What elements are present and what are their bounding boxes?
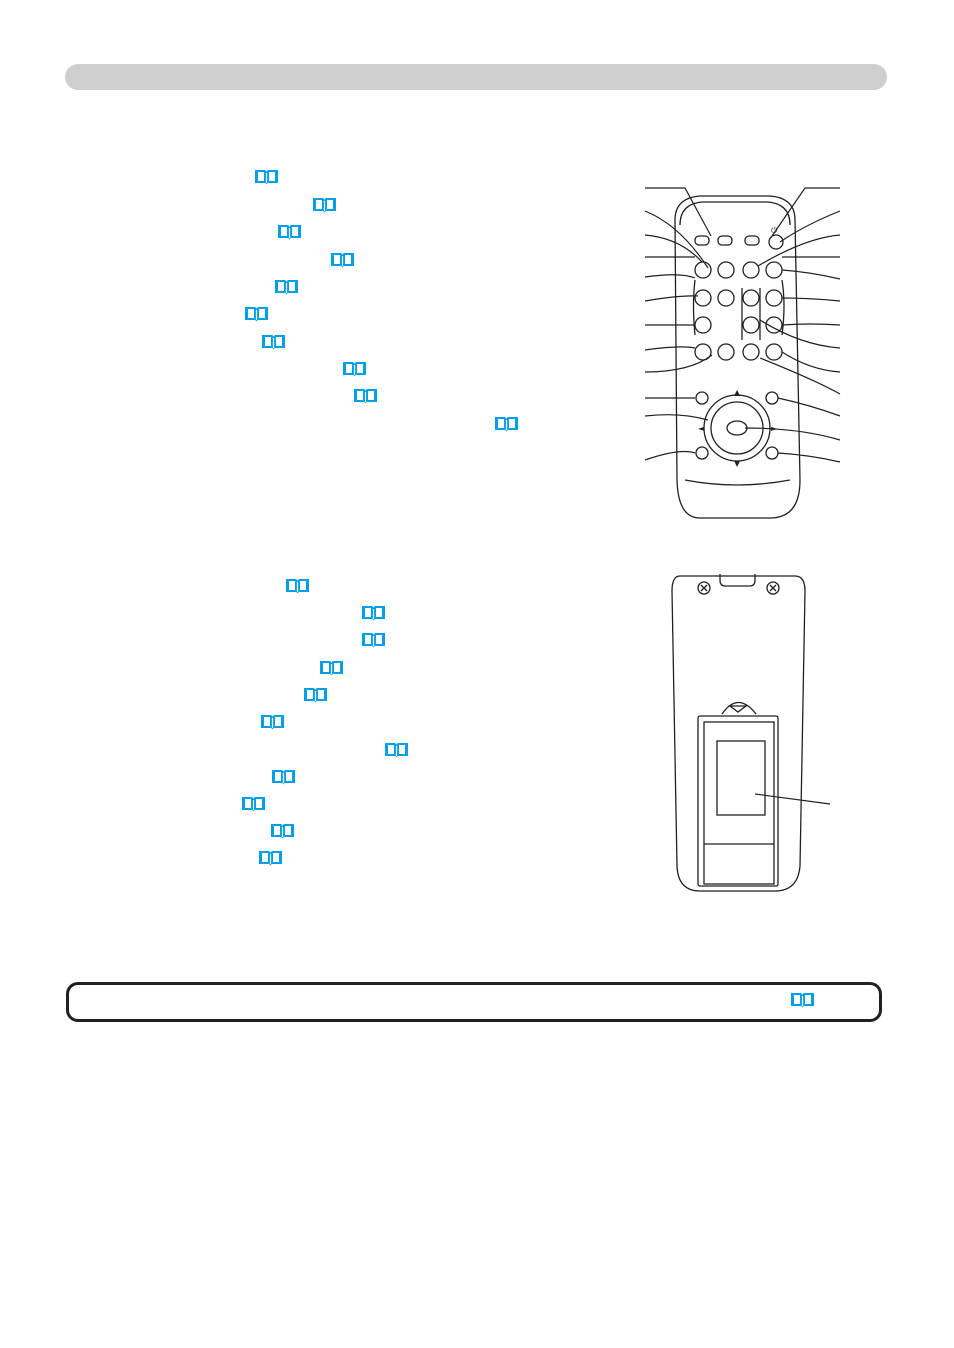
book-reference-icon [789, 990, 816, 1009]
up-arrow-icon: ▲ [734, 388, 741, 397]
back-callout [755, 794, 830, 804]
section-title-bar [65, 64, 887, 90]
book-reference-icon [284, 576, 311, 595]
book-reference-icon [240, 794, 267, 813]
book-reference-icon [383, 740, 410, 759]
note-box [66, 982, 882, 1022]
remote-back-diagram [660, 566, 840, 896]
battery-label [717, 741, 765, 815]
book-reference-icon [257, 848, 284, 867]
down-arrow-icon: ▼ [734, 459, 741, 468]
book-reference-icon [273, 277, 300, 296]
book-reference-icon [259, 712, 286, 731]
remote-button [695, 236, 709, 245]
book-reference-icon [269, 821, 296, 840]
power-symbol: ⏻ [771, 226, 778, 235]
book-reference-icon [311, 195, 338, 214]
book-reference-icon [352, 386, 379, 405]
book-reference-icon [260, 332, 287, 351]
book-reference-icon [253, 167, 280, 186]
book-reference-icon [341, 359, 368, 378]
right-arrow-icon: ► [771, 424, 778, 433]
left-callouts [645, 188, 712, 460]
book-reference-icon [243, 304, 270, 323]
remote-button [718, 236, 732, 245]
book-reference-icon [318, 658, 345, 677]
battery-latch [722, 703, 756, 715]
book-reference-icon [302, 685, 329, 704]
remote-front-diagram [640, 180, 845, 525]
book-reference-icon [360, 603, 387, 622]
left-arrow-icon: ◄ [698, 424, 705, 433]
remote-enter-button [727, 421, 747, 435]
remote-button [745, 236, 759, 245]
book-reference-icon [493, 414, 520, 433]
remote-body [675, 196, 800, 518]
book-reference-icon [276, 222, 303, 241]
book-reference-icon [270, 767, 297, 786]
book-reference-icon [360, 630, 387, 649]
book-reference-icon [329, 250, 356, 269]
